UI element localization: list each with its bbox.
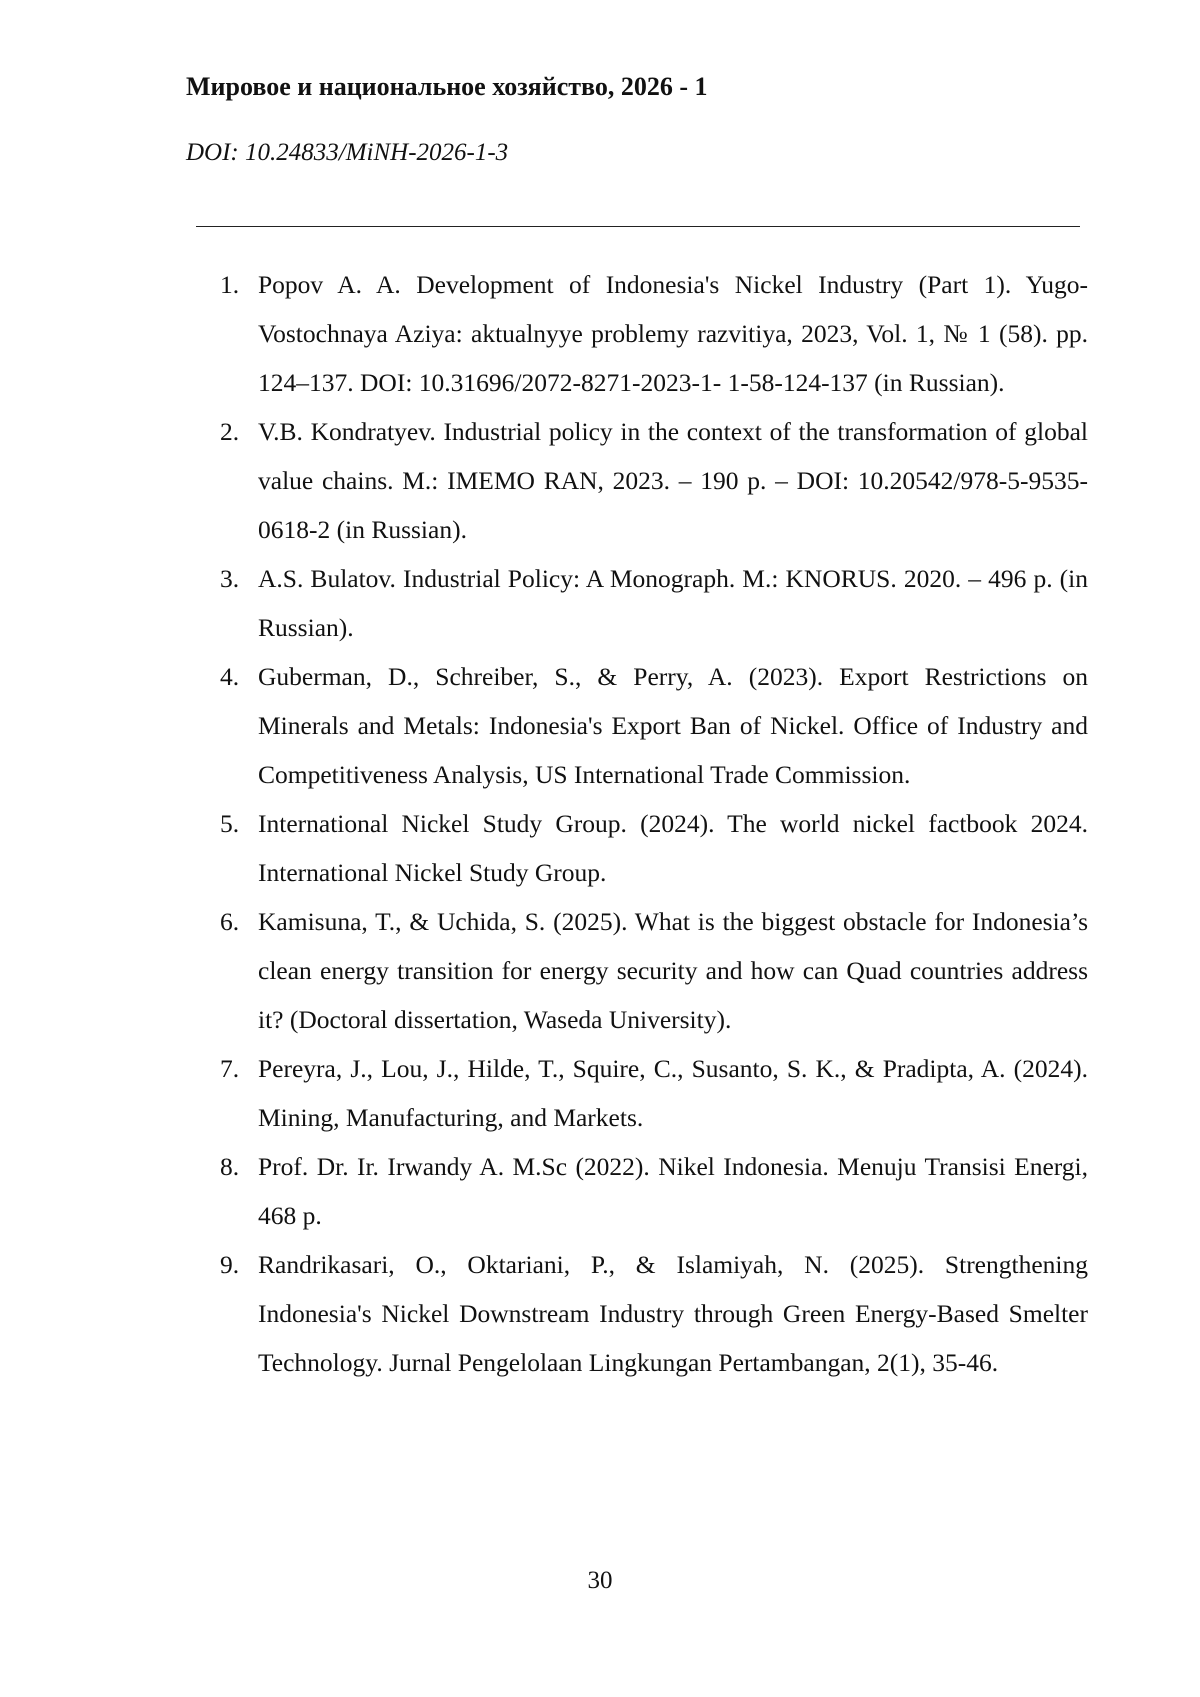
doi-line: DOI: 10.24833/MiNH-2026-1-3 bbox=[186, 139, 509, 166]
reference-text: Popov A. A. Development of Indonesia's Nickel Industry (Part 1). Yugo-Vostochnaya Aziya: aktualnyye problemy razvitiya, 2023, Vol. 1, № 1 (58). pp. 124–137. DOI: 10.31696/2072-8271-2023-1- 1-58-124-137 (in Russian). bbox=[258, 270, 1088, 397]
reference-text: Pereyra, J., Lou, J., Hilde, T., Squire, C., Susanto, S. K., & Pradipta, A. (2024). Mining, Manufacturing, and Markets. bbox=[258, 1054, 1088, 1132]
journal-title: Мировое и национальное хозяйство, 2026 - 1 bbox=[186, 72, 708, 101]
reference-number: 9. bbox=[220, 1250, 240, 1279]
reference-item-5 bbox=[220, 799, 1088, 897]
reference-text: A.S. Bulatov. Industrial Policy: A Monograph. M.: KNORUS. 2020. – 496 p. (in Russian). bbox=[258, 564, 1088, 642]
reference-item-1 bbox=[220, 260, 1088, 407]
reference-item-6 bbox=[220, 897, 1088, 1044]
reference-text: Randrikasari, O., Oktariani, P., & Islamiyah, N. (2025). Strengthening Indonesia's Nickel Downstream Industry through Green Energy-Based Smelter Technology. Jurnal Pengelolaan Lingkungan Pertambangan, 2(1), 35-46. bbox=[258, 1250, 1088, 1377]
reference-number: 5. bbox=[220, 809, 240, 838]
reference-list bbox=[0, 260, 1200, 1387]
reference-item-8 bbox=[220, 1142, 1088, 1240]
reference-item-3 bbox=[220, 554, 1088, 652]
page-number: 30 bbox=[587, 1567, 613, 1594]
reference-number: 7. bbox=[220, 1054, 240, 1083]
reference-text: International Nickel Study Group. (2024). The world nickel factbook 2024. International Nickel Study Group. bbox=[258, 809, 1088, 887]
reference-number: 3. bbox=[220, 564, 240, 593]
reference-number: 8. bbox=[220, 1152, 240, 1181]
reference-number: 1. bbox=[220, 270, 240, 299]
reference-item-4 bbox=[220, 652, 1088, 799]
reference-text: Kamisuna, T., & Uchida, S. (2025). What is the biggest obstacle for Indonesia’s clean energy transition for energy security and how can Quad countries address it? (Doctoral dissertation, Waseda University). bbox=[258, 907, 1088, 1034]
reference-item-9 bbox=[220, 1240, 1088, 1387]
reference-item-7 bbox=[220, 1044, 1088, 1142]
reference-number: 2. bbox=[220, 417, 240, 446]
reference-number: 4. bbox=[220, 662, 240, 691]
reference-text: V.B. Kondratyev. Industrial policy in the context of the transformation of global value chains. M.: IMEMO RAN, 2023. – 190 p. – DOI: 10.20542/978-5-9535-0618-2 (in Russian). bbox=[258, 417, 1088, 544]
reference-text: Guberman, D., Schreiber, S., & Perry, A. (2023). Export Restrictions on Minerals and Metals: Indonesia's Export Ban of Nickel. Office of Industry and Competitiveness Analysis, US International Trade Commission. bbox=[258, 662, 1088, 789]
reference-item-2 bbox=[220, 407, 1088, 554]
reference-number: 6. bbox=[220, 907, 240, 936]
header-divider bbox=[196, 226, 1080, 227]
reference-text: Prof. Dr. Ir. Irwandy A. M.Sc (2022). Nikel Indonesia. Menuju Transisi Energi, 468 p. bbox=[258, 1152, 1088, 1230]
